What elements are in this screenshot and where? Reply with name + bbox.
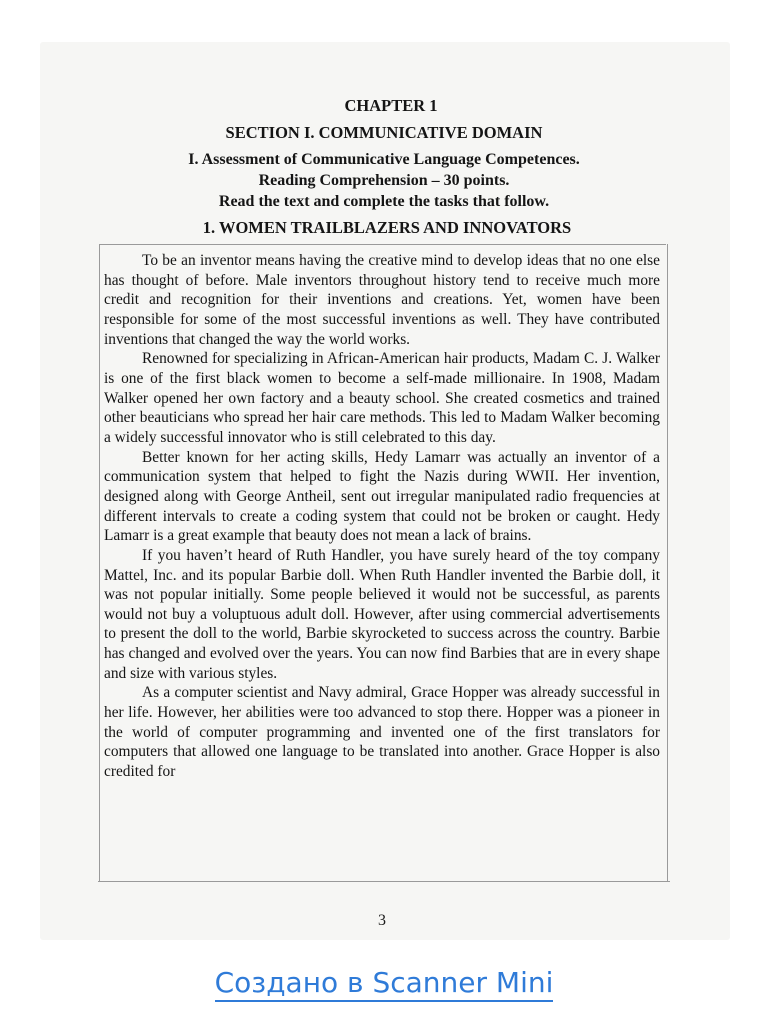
page-number: 3	[378, 912, 386, 929]
paragraph: As a computer scientist and Navy admiral, Grace Hopper was already successful in her life. However, her abilities were too advanced to stop there. Hopper was a pioneer in the world of computer programming and invented one of the first translators for computers that allowed one language to be translated into another. Grace Hopper is also credited for	[104, 684, 660, 781]
assessment-heading: I. Assessment of Communicative Language Competences.	[188, 151, 580, 168]
paragraph: If you haven’t heard of Ruth Handler, you have surely heard of the toy company Mattel, Inc. and its popular Barbie doll. When Ruth Handler invented the Barbie doll, it was not popular initially. Some people believed it would not be successful, as parents would not buy a voluptuous adult doll. However, after using commercial advertisements to present the doll to the world, Barbie skyrocketed to success across the country. Barbie has changed and evolved over the years. You can now find Barbies that are in every shape and size with various styles.	[104, 546, 660, 682]
paragraph: To be an inventor means having the creative mind to develop ideas that no one else has thought of before. Male inventors throughout history tend to receive much more credit and recognition for their inventions and creations. Yet, women have been responsible for some of the most successful inventions as well. They have contributed inventions that changed the way the world works.	[104, 252, 660, 348]
paragraph: Renowned for specializing in African-American hair products, Madam C. J. Walker is one of the first black women to become a self-made millionaire. In 1908, Madam Walker opened her own factory and a beauty school. She created cosmetics and trained other beauticians who spread her hair care methods. This led to Madam Walker becoming a widely successful innovator who is still celebrated to this day.	[104, 350, 660, 446]
paragraph: Better known for her acting skills, Hedy Lamarr was actually an inventor of a communication system that helped to fight the Nazis during WWII. Her invention, designed along with George Antheil, sent out irregular manipulated radio frequencies at different intervals to create a coding system that could not be broken or caught. Hedy Lamarr is a great example that beauty does not mean a lack of brains.	[104, 448, 660, 545]
scanner-watermark-link[interactable]	[0, 966, 768, 999]
text-frame-top	[100, 244, 666, 245]
instruction-heading: Read the text and complete the tasks that follow.	[218, 193, 550, 210]
reading-text	[104, 251, 660, 782]
text-frame-bottom	[98, 881, 670, 882]
text-frame-left	[99, 244, 100, 881]
section-heading: SECTION I. COMMUNICATIVE DOMAIN	[225, 123, 543, 142]
reading-heading: Reading Comprehension – 30 points.	[258, 172, 510, 189]
chapter-heading: CHAPTER 1	[344, 96, 438, 115]
text-title: 1. WOMEN TRAILBLAZERS AND INNOVATORS	[202, 218, 572, 237]
watermark-text[interactable]: Создано в Scanner Mini	[215, 966, 554, 1002]
text-frame-right	[667, 244, 668, 881]
